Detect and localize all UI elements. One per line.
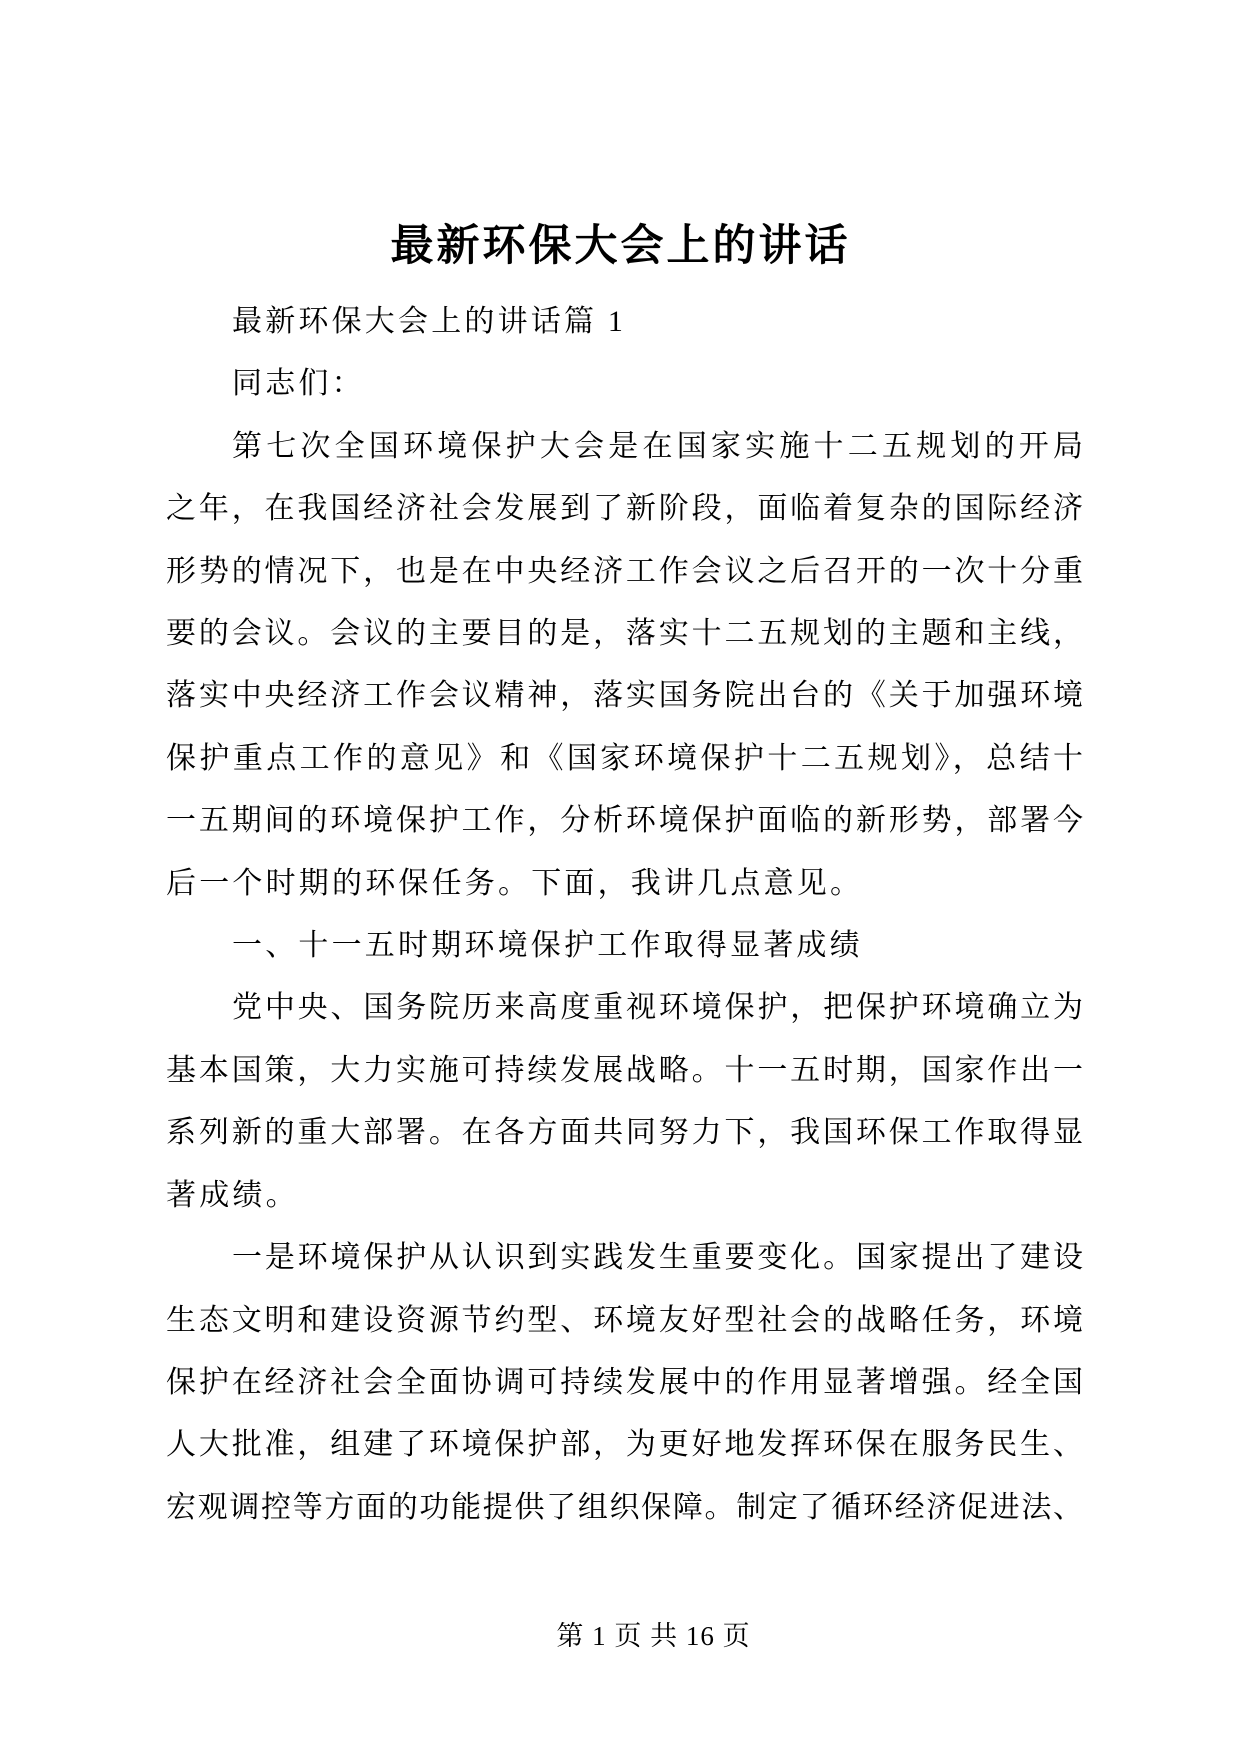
text-line: 生态文明和建设资源节约型、环境友好型社会的战略任务，环境 <box>166 1303 1083 1337</box>
text-line: 要的会议。会议的主要目的是，落实十二五规划的主题和主线， <box>166 617 1083 651</box>
text-line: 形势的情况下，也是在中央经济工作会议之后召开的一次十分重 <box>166 554 1083 588</box>
document-title: 最新环保大会上的讲话 <box>390 223 851 270</box>
text-line: 落实中央经济工作会议精神，落实国务院出台的《关于加强环境 <box>166 679 1083 713</box>
document-body <box>166 291 1083 1539</box>
text-line: 一、十一五时期环境保护工作取得显著成绩 <box>232 929 863 963</box>
text-line: 人大批准，组建了环境保护部，为更好地发挥环保在服务民生、 <box>166 1428 1083 1462</box>
text-line: 系列新的重大部署。在各方面共同努力下，我国环保工作取得显 <box>166 1116 1083 1150</box>
text-line: 著成绩。 <box>166 1178 299 1212</box>
text-line: 宏观调控等方面的功能提供了组织保障。制定了循环经济促进法、 <box>166 1490 1083 1524</box>
text-line: 保护重点工作的意见》和《国家环境保护十二五规划》，总结十 <box>166 741 1083 775</box>
text-line: 基本国策，大力实施可持续发展战略。十一五时期，国家作出一 <box>166 1053 1083 1087</box>
text-line: 一五期间的环境保护工作，分析环境保护面临的新形势，部署今 <box>166 804 1083 838</box>
text-line: 后一个时期的环保任务。下面，我讲几点意见。 <box>166 866 864 900</box>
text-line: 之年，在我国经济社会发展到了新阶段，面临着复杂的国际经济 <box>166 492 1083 526</box>
footer-page-number: 第 1 页 共 16 页 <box>556 1621 751 1651</box>
text-line: 第七次全国环境保护大会是在国家实施十二五规划的开局 <box>232 429 1083 463</box>
text-line: 党中央、国务院历来高度重视环境保护，把保护环境确立为 <box>232 991 1083 1025</box>
text-line: 保护在经济社会全面协调可持续发展中的作用显著增强。经全国 <box>166 1365 1083 1399</box>
text-line: 一是环境保护从认识到实践发生重要变化。国家提出了建设 <box>232 1241 1083 1275</box>
text-line: 同志们： <box>232 367 365 401</box>
text-line: 最新环保大会上的讲话篇 1 <box>232 305 627 338</box>
page-footer <box>33 1610 1241 1662</box>
